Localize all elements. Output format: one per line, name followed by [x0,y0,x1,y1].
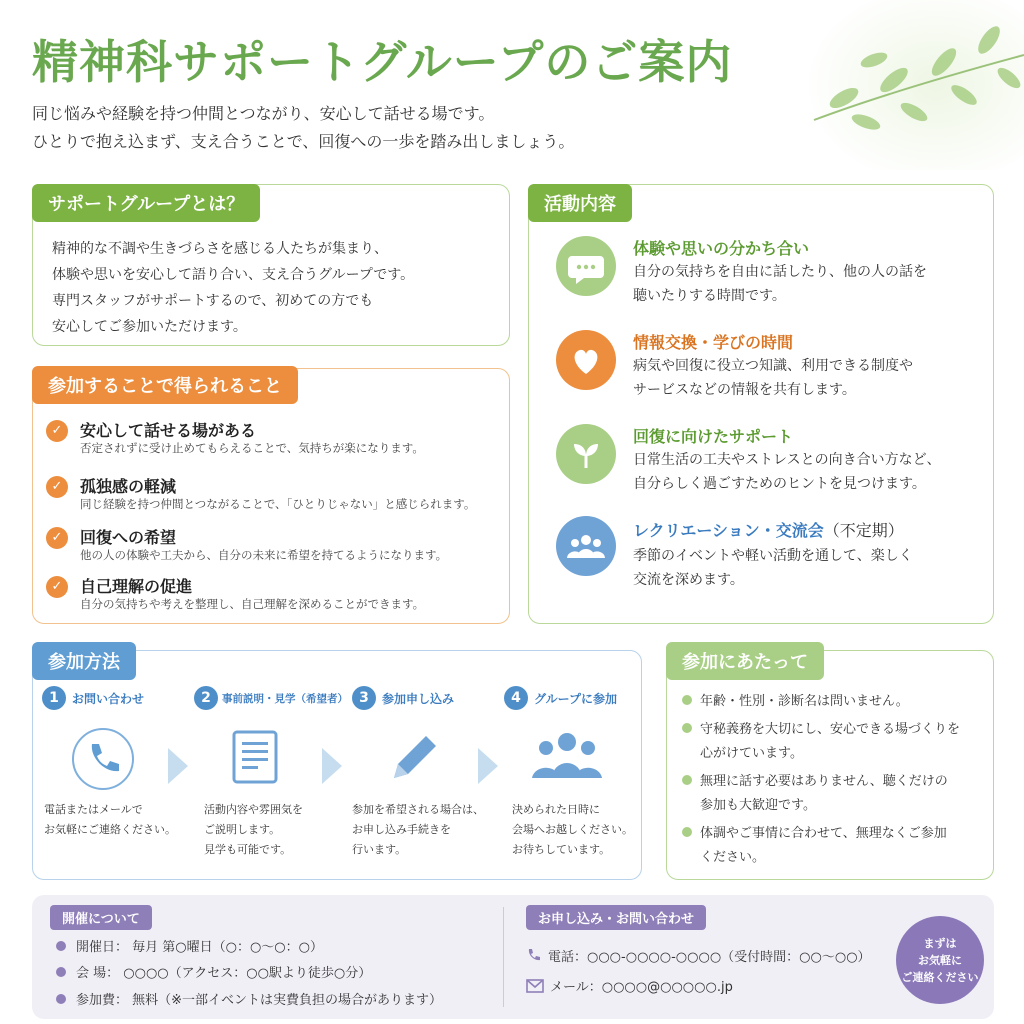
activity-title: 体験や思いの分かち合い [633,239,810,258]
mail-icon [526,979,544,993]
schedule-venue: 会 場： ○○○○（アクセス：○○駅より徒歩○分） [56,962,371,981]
note-item: 無理に話す必要はありません、聴くだけの 参加も大歓迎です。 [682,770,948,818]
heart-icon [556,330,616,390]
step-title: お問い合わせ [72,692,145,706]
check-icon: ✓ [46,527,68,549]
bullet-icon [56,994,66,1004]
bullet-icon [682,827,692,837]
step-desc: 参加を希望される場合は、 お申し込み手続きを 行います。 [352,803,484,856]
step-desc: 電話またはメールで お気軽にご連絡ください。 [44,803,176,836]
step-number: 1 [42,686,66,710]
bullet-icon [56,941,66,951]
note-item: 守秘義務を大切にし、安心できる場づくりを 心がけています。 [682,718,960,766]
group-icon [556,516,616,576]
page-title: 精神科サポートグループのご案内 [32,35,733,89]
contact-email[interactable]: メール：○○○○@○○○○○.jp [526,976,733,995]
footer-divider [503,907,504,1007]
note-item: 年齢・性別・診断名は問いません。 [682,690,909,714]
step-title: グループに参加 [534,692,618,706]
activity-title: 回復に向けたサポート [633,427,794,446]
activity-title: レクリエーション・交流会（不定期） [633,521,904,540]
step-number: 3 [352,686,376,710]
contact-heading: お申し込み・お問い合わせ [526,905,706,930]
activity-desc: 病気や回復に役立つ知識、利用できる制度や サービスなどの情報を共有します。 [633,358,913,398]
phone-icon [72,728,134,790]
step-number: 2 [194,686,218,710]
schedule-fee: 参加費： 無料（※一部イベントは実費負担の場合があります） [56,989,442,1008]
phone-icon [526,948,542,964]
activity-desc: 季節のイベントや軽い活動を通して、楽しく 交流を深めます。 [633,548,913,588]
about-heading: サポートグループとは？ [32,184,260,222]
bullet-icon [682,723,692,733]
step-number: 4 [504,686,528,710]
pencil-icon [386,730,442,790]
bullet-icon [56,967,66,977]
contact-badge: まずは お気軽に ご連絡ください [896,916,984,1004]
step-desc: 活動内容や雰囲気を ご説明します。 見学も可能です。 [204,803,303,856]
intro-text: 同じ悩みや経験を持つ仲間とつながり、安心して話せる場です。 ひとりで抱え込まず、支え合うことで、回復への一歩を踏み出しましょう。 [32,104,575,151]
notes-heading: 参加にあたって [666,642,824,680]
note-item: 体調やご事情に合わせて、無理なくご参加 ください。 [682,822,947,870]
document-icon [232,730,278,788]
step-arrow [322,748,342,784]
check-icon: ✓ [46,420,68,442]
bullet-icon [682,775,692,785]
activities-heading: 活動内容 [528,184,632,222]
schedule-heading: 開催について [50,905,152,930]
about-text: 精神的な不調や生きづらさを感じる人たちが集まり、 体験や思いを安心して語り合い、支え合うグループです。 専門スタッフがサポートするので、初めての方でも 安心してご参加いただけます。 [52,241,415,335]
benefits-heading: 参加することで得られること [32,366,298,404]
check-icon: ✓ [46,576,68,598]
group-icon [530,728,604,786]
activity-desc: 日常生活の工夫やストレスとの向き合い方など、 自分らしく過ごすためのヒントを見つけます。 [633,452,941,492]
contact-phone[interactable]: 電話：○○○-○○○○-○○○○（受付時間：○○〜○○） [526,946,871,965]
chat-bubble-icon [556,236,616,296]
leaves-decoration [804,0,1024,170]
step-desc: 決められた日時に 会場へお越しください。 お待ちしています。 [512,803,633,856]
activity-title: 情報交換・学びの時間 [633,333,794,352]
check-icon: ✓ [46,476,68,498]
steps-heading: 参加方法 [32,642,136,680]
activity-desc: 自分の気持ちを自由に話したり、他の人の話を 聴いたりする時間です。 [633,264,927,304]
bullet-icon [682,695,692,705]
step-arrow [478,748,498,784]
step-arrow [168,748,188,784]
step-title: 事前説明・見学（希望者） [222,693,348,705]
sprout-icon [556,424,616,484]
step-title: 参加申し込み [382,692,455,706]
schedule-date: 開催日： 毎月 第○曜日（○：○〜○：○） [56,936,323,955]
